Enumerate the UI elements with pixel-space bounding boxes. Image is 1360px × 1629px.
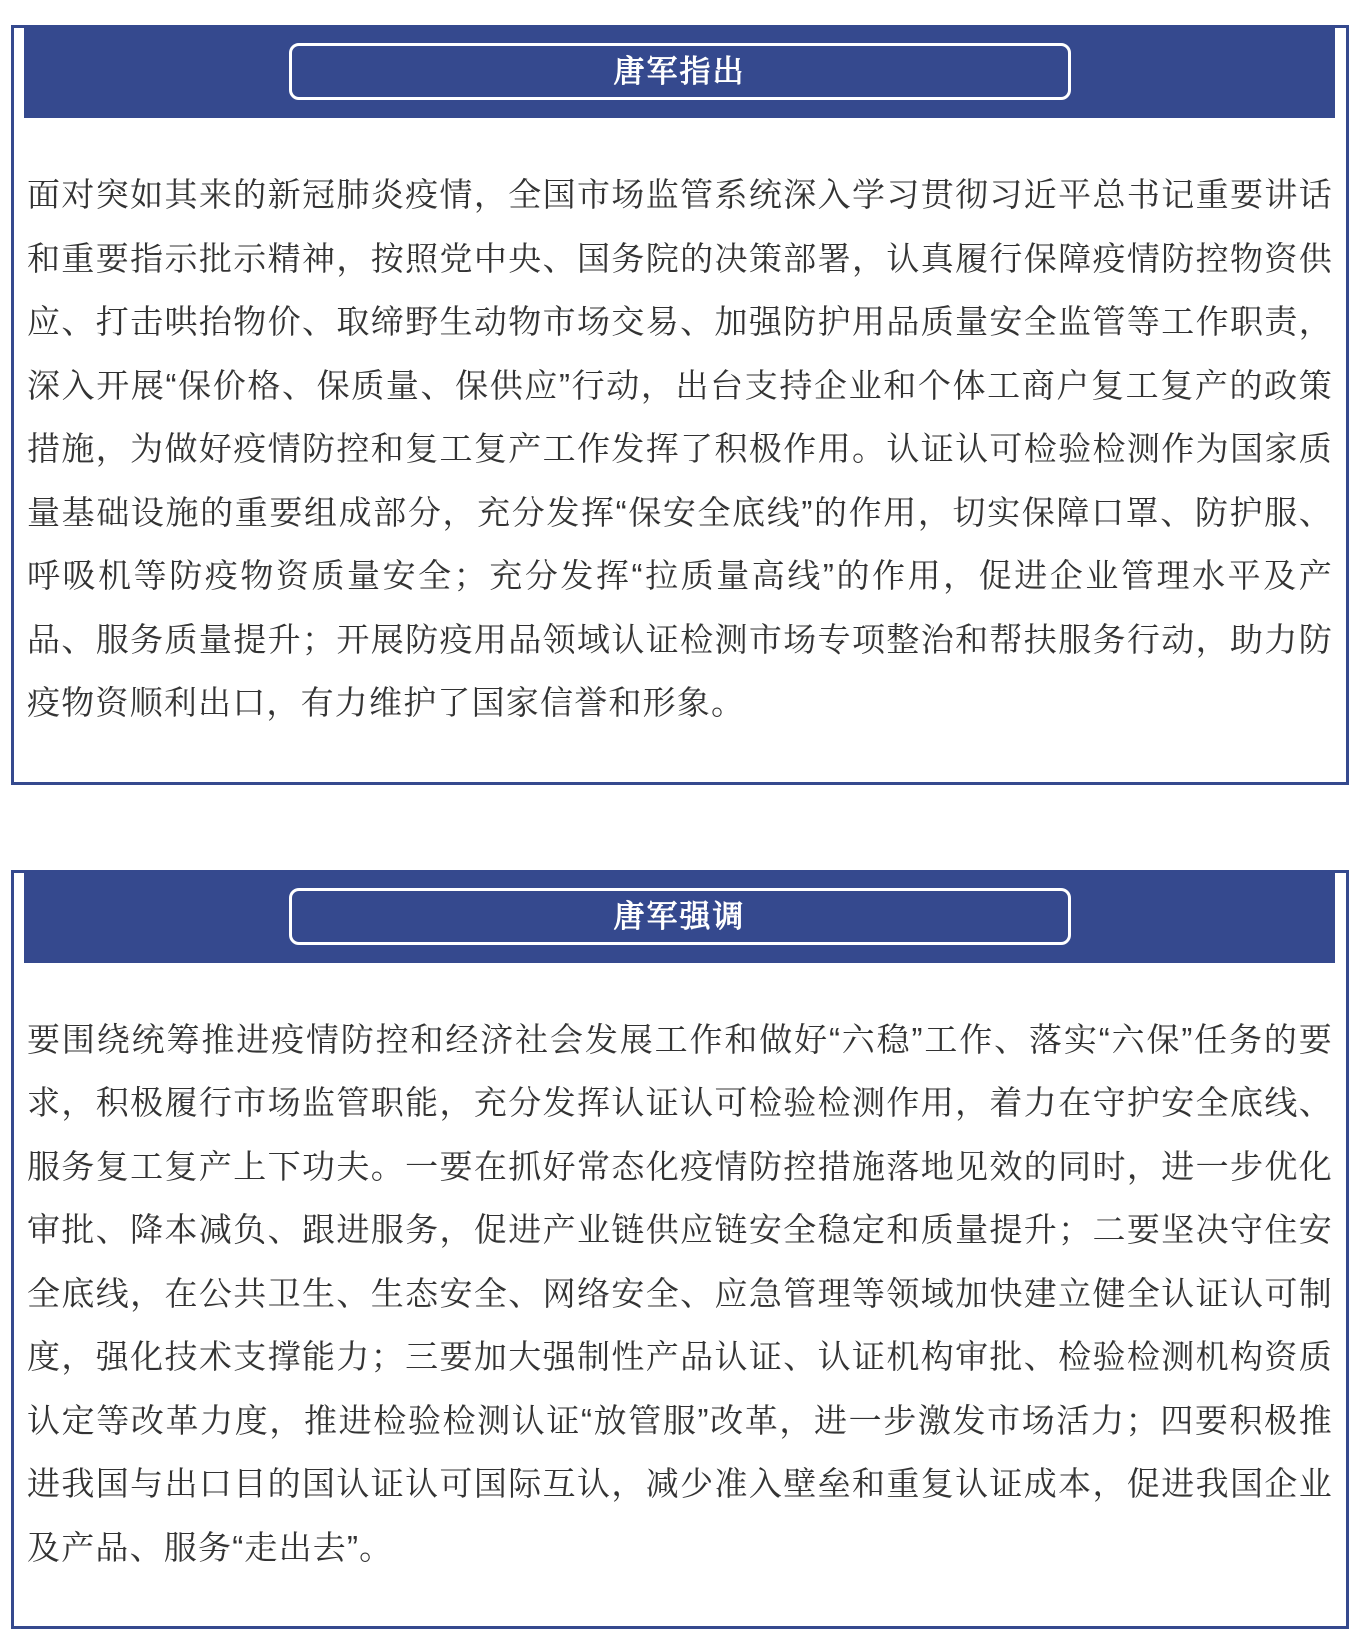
section-tangjun-zhichu — [11, 25, 1349, 785]
section-header-band — [24, 25, 1335, 118]
article-page — [0, 25, 1360, 1579]
section-title-box — [289, 888, 1071, 945]
section-header-band — [24, 870, 1335, 963]
section-title-box — [289, 43, 1071, 100]
section-content-box — [11, 25, 1349, 785]
section-body-text: 要围绕统筹推进疫情防控和经济社会发展工作和做好“六稳”工作、落实“六保”任务的要求，积极履行市场监管职能，充分发挥认证认可检验检测作用，着力在守护安全底线、服务复工复产上下功夫。一要在抓好常态化疫情防控措施落地见效的同时，进一步优化审批、降本减负、跟进服务，促进产业链供应链安全稳定和质量提升；二要坚决守住安全底线，在公共卫生、生态安全、网络安全、应急管理等领域加快建立健全认证认可制度，强化技术支撑能力；三要加大强制性产品认证、认证机构审批、检验检测机构资质认定等改革力度，推进检验检测认证“放管服”改革，进一步激发市场活力；四要积极推进我国与出口目的国认证认可国际互认，减少准入壁垒和重复认证成本，促进我国企业及产品、服务“走出去”。 — [27, 1008, 1333, 1580]
section-body-text: 面对突如其来的新冠肺炎疫情，全国市场监管系统深入学习贯彻习近平总书记重要讲话和重要指示批示精神，按照党中央、国务院的决策部署，认真履行保障疫情防控物资供应、打击哄抬物价、取缔野生动物市场交易、加强防护用品质量安全监管等工作职责，深入开展“保价格、保质量、保供应”行动，出台支持企业和个体工商户复工复产的政策措施，为做好疫情防控和复工复产工作发挥了积极作用。认证认可检验检测作为国家质量基础设施的重要组成部分，充分发挥“保安全底线”的作用，切实保障口罩、防护服、呼吸机等防疫物资质量安全；充分发挥“拉质量高线”的作用，促进企业管理水平及产品、服务质量提升；开展防疫用品领域认证检测市场专项整治和帮扶服务行动，助力防疫物资顺利出口，有力维护了国家信誉和形象。 — [27, 163, 1333, 735]
section-content-box — [11, 870, 1349, 1629]
section-title: 唐军强调 — [614, 901, 746, 932]
section-tangjun-qiangdiao — [11, 870, 1349, 1629]
section-title: 唐军指出 — [614, 56, 746, 87]
